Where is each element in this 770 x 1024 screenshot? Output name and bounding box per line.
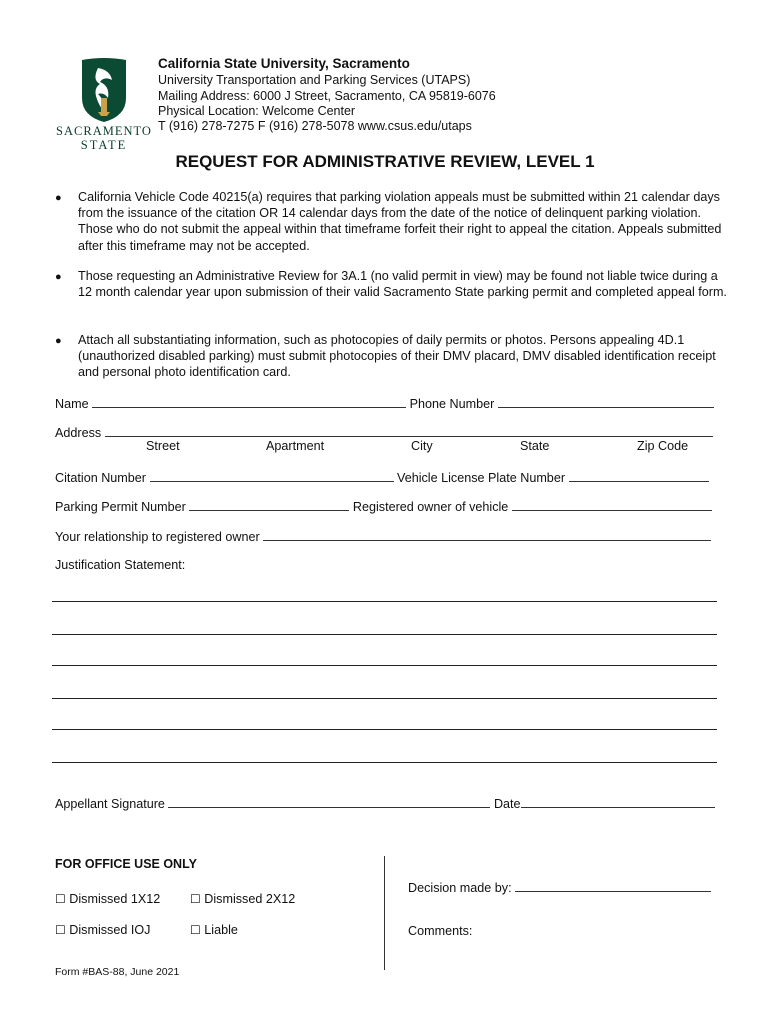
name-row [55,395,714,411]
office-divider [384,856,385,970]
bullet-icon: ● [55,271,62,283]
hornet-emblem-icon [54,58,154,124]
bullet-text-2: Those requesting an Administrative Review for 3A.1 (no valid permit in view) may be found not liable twice during a 12 month calendar year upon submission of their valid Sacramento State parking permit and completed appeal form. [78,269,727,300]
dismissed-1x12-label: Dismissed 1X12 [69,892,161,906]
permit-input-line[interactable] [189,498,349,511]
owner-input-line[interactable] [512,498,712,511]
option-dismissed-ioj[interactable] [55,923,150,937]
contact-line: T (916) 278-7275 F (916) 278-5078 www.csus.edu/utaps [158,119,472,133]
checkbox-icon[interactable]: ☐ [55,892,66,906]
relationship-label: Your relationship to registered owner [55,530,260,544]
option-dismissed-1x12[interactable] [55,892,160,906]
owner-label: Registered owner of vehicle [352,500,509,514]
signature-row [55,795,715,811]
department-name: University Transportation and Parking Services (UTAPS) [158,73,471,87]
decision-row [408,879,711,895]
address-label: Address [55,426,102,440]
bullet-text-3: Attach all substantiating information, such as photocopies of daily permits or photos. Persons appealing 4D.1 (unauthorized disabled parking) must submit photocopies of their DMV placard, DMV disabled identification receipt and personal photo identification card. [78,333,716,380]
relationship-input-line[interactable] [263,528,711,541]
name-input-line[interactable] [92,395,406,408]
citation-row [55,469,709,485]
state-label: State [520,439,550,453]
citation-label: Citation Number [55,471,146,485]
relationship-row [55,528,711,544]
option-liable[interactable] [190,923,238,937]
logo-word-state: STATE [80,138,128,152]
dismissed-2x12-label: Dismissed 2X12 [204,892,296,906]
date-input-line[interactable] [521,795,715,808]
option-dismissed-2x12[interactable] [190,892,295,906]
physical-location: Physical Location: Welcome Center [158,104,356,118]
justification-line-6[interactable] [52,762,717,763]
apartment-label: Apartment [266,439,325,453]
checkbox-icon[interactable]: ☐ [190,892,201,906]
document-title: REQUEST FOR ADMINISTRATIVE REVIEW, LEVEL 1 [175,152,595,171]
plate-input-line[interactable] [569,469,709,482]
signature-label: Appellant Signature [55,797,165,811]
sacramento-state-logo [54,58,154,154]
justification-line-5[interactable] [52,729,717,730]
liable-label: Liable [204,923,238,937]
justification-line-2[interactable] [52,634,717,635]
university-name: California State University, Sacramento [158,56,410,71]
name-label: Name [55,397,89,411]
plate-label: Vehicle License Plate Number [397,471,566,485]
bullet-text-1: California Vehicle Code 40215(a) requires that parking violation appeals must be submitted within 21 calendar days from the issuance of the citation OR 14 calendar days from the date of the notice of delinquent parking violation. Those who do not submit the appeal within that timeframe forfeit their right to appeal the citation. Appeals submitted after this timeframe may not be accepted. [78,190,722,253]
justification-label: Justification Statement: [55,558,186,572]
decision-input-line[interactable] [515,879,711,892]
bullet-icon: ● [55,335,62,347]
zip-label: Zip Code [637,439,689,453]
address-input-line[interactable] [105,424,713,437]
mailing-address: Mailing Address: 6000 J Street, Sacramento, CA 95819-6076 [158,89,496,103]
permit-label: Parking Permit Number [55,500,186,514]
street-label: Street [146,439,180,453]
checkbox-icon[interactable]: ☐ [190,923,201,937]
signature-input-line[interactable] [168,795,490,808]
city-label: City [411,439,433,453]
decision-label: Decision made by: [408,881,512,895]
permit-row [55,498,712,514]
office-use-heading: FOR OFFICE USE ONLY [55,857,197,871]
comments-label: Comments: [408,924,473,938]
dismissed-ioj-label: Dismissed IOJ [69,923,151,937]
justification-line-4[interactable] [52,698,717,699]
phone-label: Phone Number [409,397,495,411]
justification-line-1[interactable] [52,601,717,602]
checkbox-icon[interactable]: ☐ [55,923,66,937]
citation-input-line[interactable] [150,469,394,482]
form-footer: Form #BAS-88, June 2021 [55,966,180,978]
address-row [55,424,713,440]
bullet-icon: ● [55,192,62,204]
phone-input-line[interactable] [498,395,714,408]
logo-word-sacramento: SACRAMENTO [56,124,152,138]
justification-line-3[interactable] [52,665,717,666]
date-label: Date [493,797,521,811]
